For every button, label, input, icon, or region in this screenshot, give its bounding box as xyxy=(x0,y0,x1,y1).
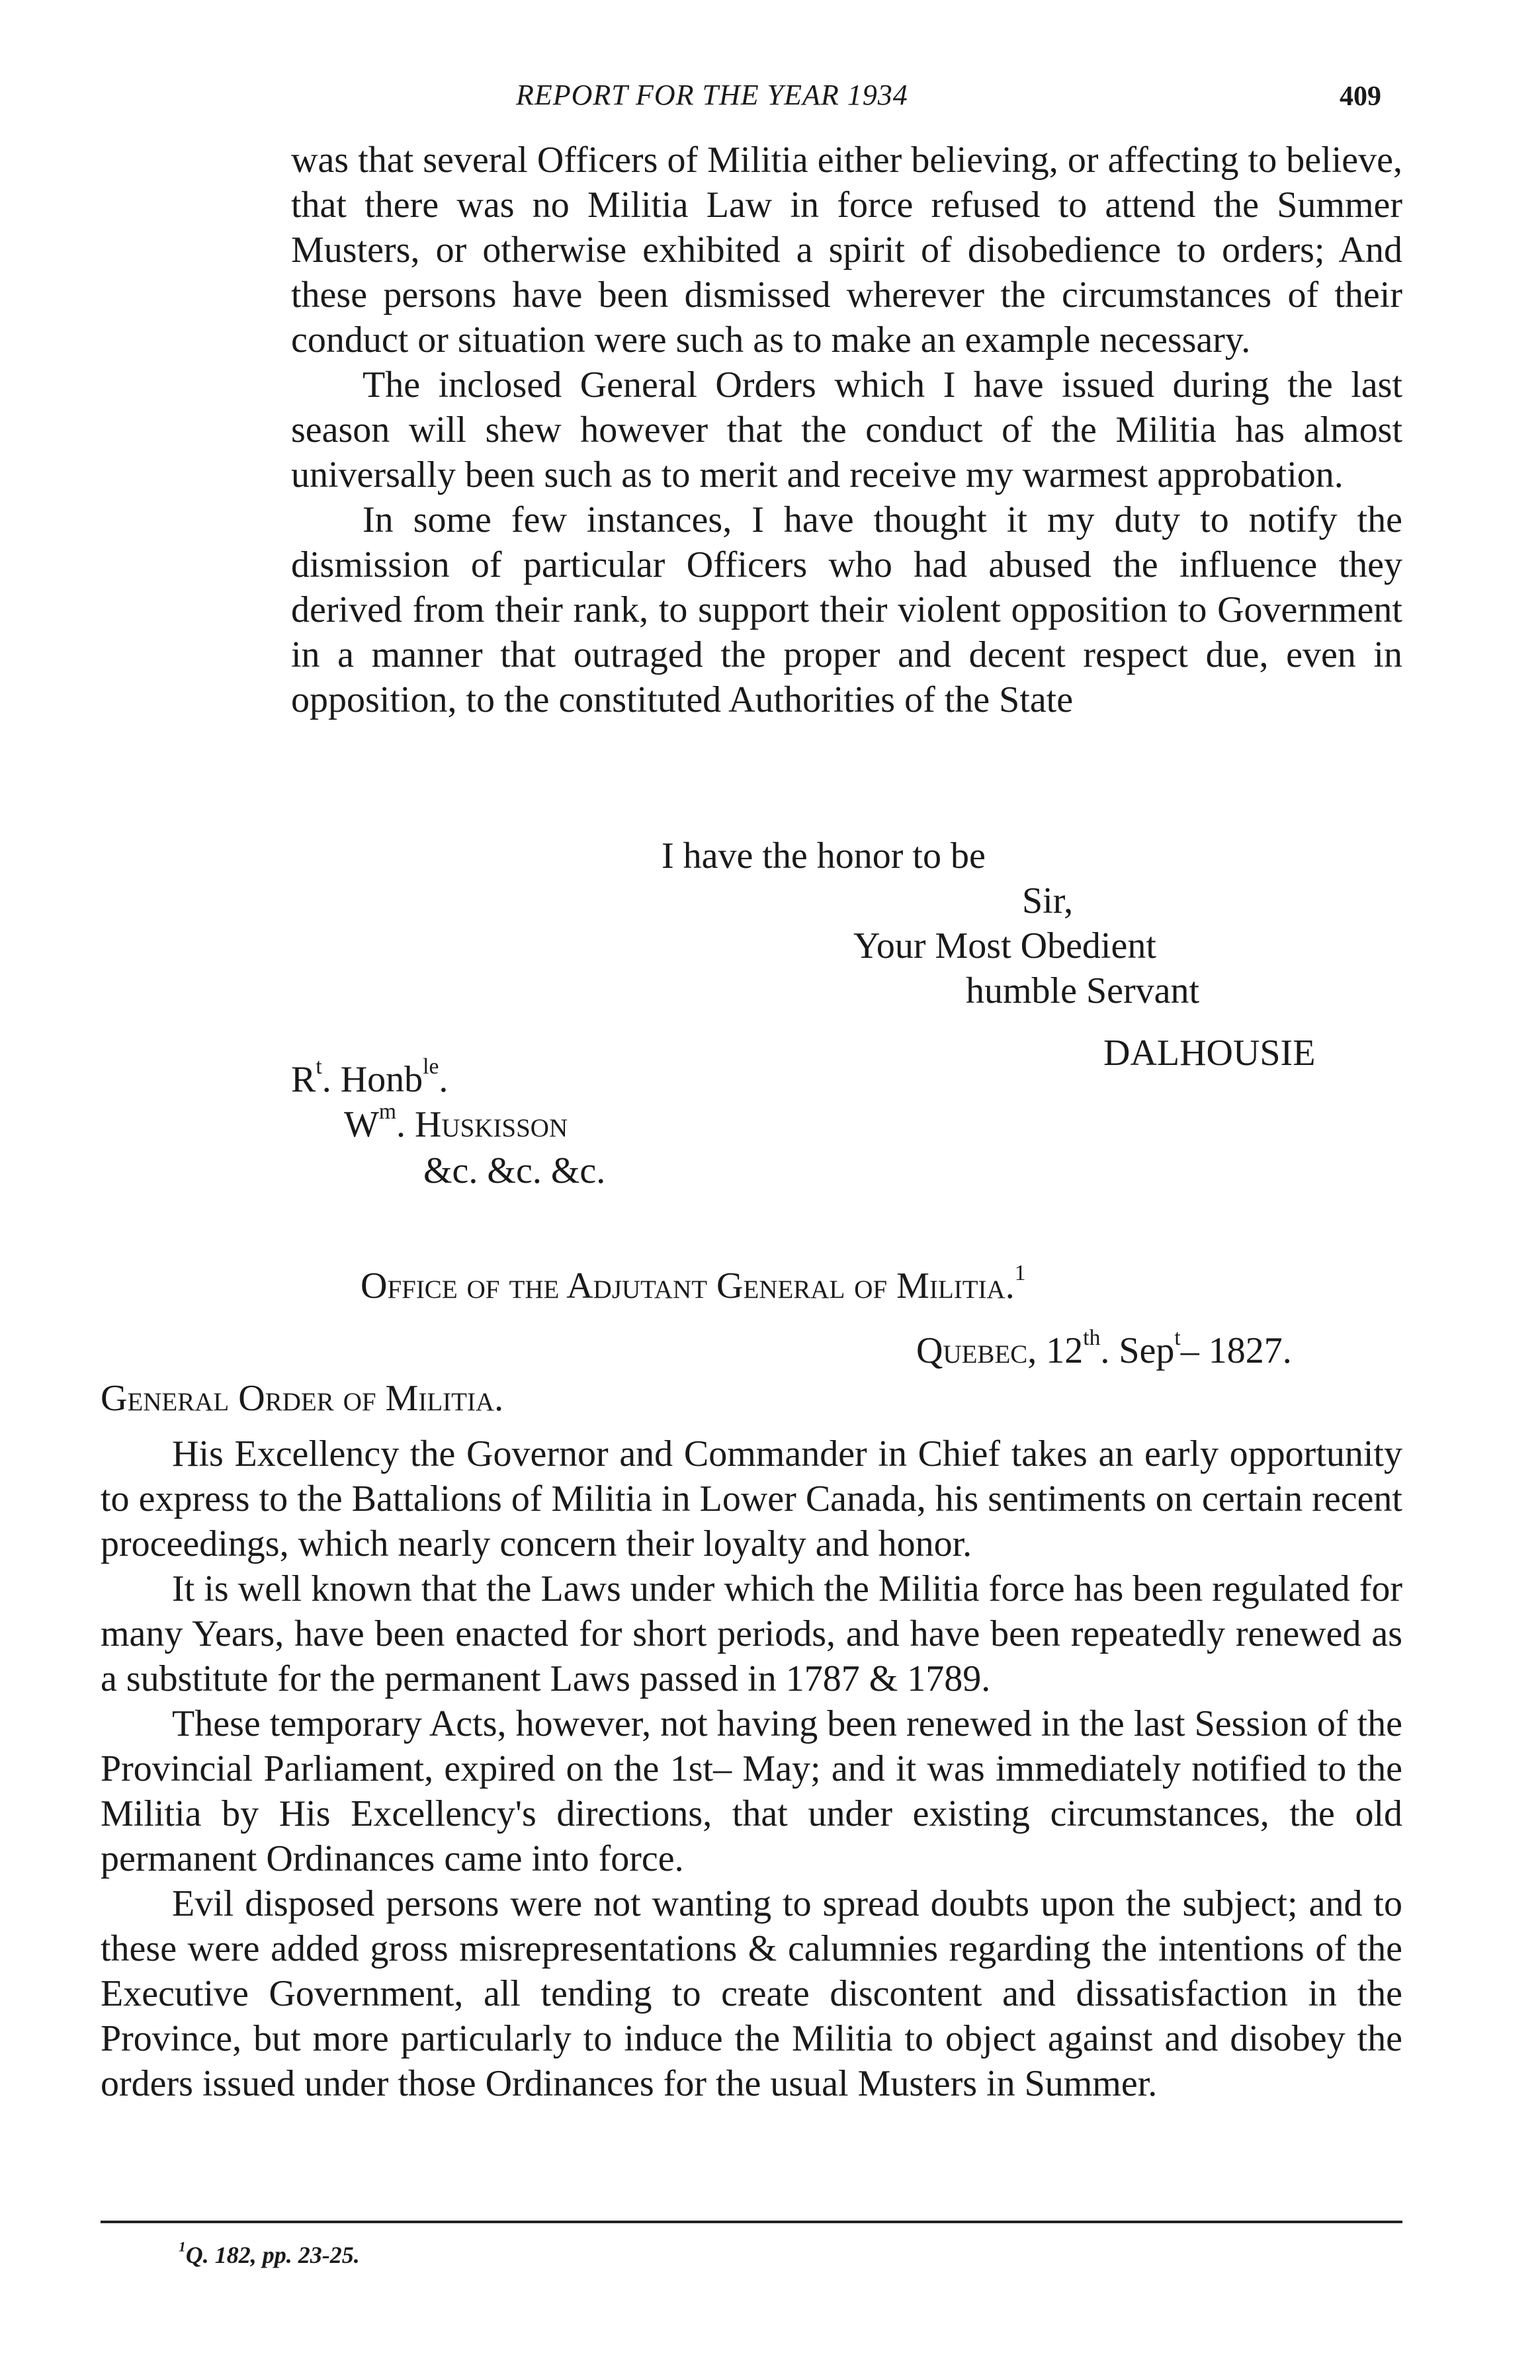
order-paragraph-2: It is well known that the Laws under which the Militia force has been regulated for many Years, have been enacted for short periods, and have been repeatedly renewed as a substitute for the permanent Laws passed in 1787 & 1789. xyxy=(101,1568,1402,1699)
order-paragraph-1: His Excellency the Governor and Commander in Chief takes an early opportunity to express to the Battalions of Militia in Lower Canada, his sentiments on certain recent proceedings, which nearly concern their loyalty and honor. xyxy=(101,1433,1402,1564)
letter-paragraph-3: In some few instances, I have thought it my duty to notify the dismission of particular Officers who had abused the influence they derived from their rank, to support their violent opposition to Government in a manner that outraged the proper and decent respect due, even in opposition, to the constituted Authorities of the State xyxy=(291,499,1402,720)
closing-line-3: Your Most Obedient xyxy=(853,925,1156,966)
running-title: REPORT FOR THE YEAR 1934 xyxy=(516,79,908,111)
page-number: 409 xyxy=(1340,81,1381,112)
addressee-line-3: &c. &c. &c. xyxy=(423,1150,606,1191)
office-heading: Office of the Adjutant General of Militia.$^1$ xyxy=(361,1261,1026,1306)
order-paragraph-4: Evil disposed persons were not wanting to spread doubts upon the subject; and to these were added gross misrepresentations & calumnies regarding the intentions of the Executive Government, all tending to create discontent and dissatisfaction in the Province, but more particularly to induce the Militia to object against and disobey the orders issued under those Ordinances for the usual Musters in Summer. xyxy=(101,1883,1402,2104)
closing-line-1: I have the honor to be xyxy=(662,835,986,876)
place-date: Quebec, 12th. Sep$^t$– 1827. xyxy=(916,1326,1292,1371)
letter-paragraph-1: was that several Officers of Militia either believing, or affecting to believe, that there was no Militia Law in force refused to attend the Summer Musters, or otherwise exhibited a spirit of disobedience to orders; And these persons have been dismissed wherever the circumstances of their conduct or situation were such as to make an example necessary. xyxy=(291,140,1402,361)
addressee-line-2: $W^m$. Huskisson xyxy=(344,1099,568,1145)
footnote-divider xyxy=(101,2221,1402,2223)
order-paragraph-3: These temporary Acts, however, not having been renewed in the last Session of the Provincial Parliament, expired on the 1st– May; and it was immediately notified to the Militia by His Excellency's directions, that under existing circumstances, the old permanent Ordinances came into force. xyxy=(101,1703,1402,1879)
addressee-line-1: $R^t$. Honb$^{le}$. xyxy=(291,1054,449,1100)
signature: DALHOUSIE xyxy=(1103,1033,1316,1074)
footnote: $^1$Q. 182, pp. 23-25. xyxy=(179,2238,360,2268)
closing-line-2: Sir, xyxy=(1022,880,1074,921)
letter-body xyxy=(291,138,1402,722)
general-order-body xyxy=(101,1431,1402,2106)
letter-paragraph-2: The inclosed General Orders which I have issued during the last season will shew however that the conduct of the Militia has almost universally been such as to merit and receive my warmest approbation. xyxy=(291,364,1402,495)
closing-line-4: humble Servant xyxy=(966,970,1200,1011)
order-heading: General Order of Militia. xyxy=(101,1378,504,1419)
